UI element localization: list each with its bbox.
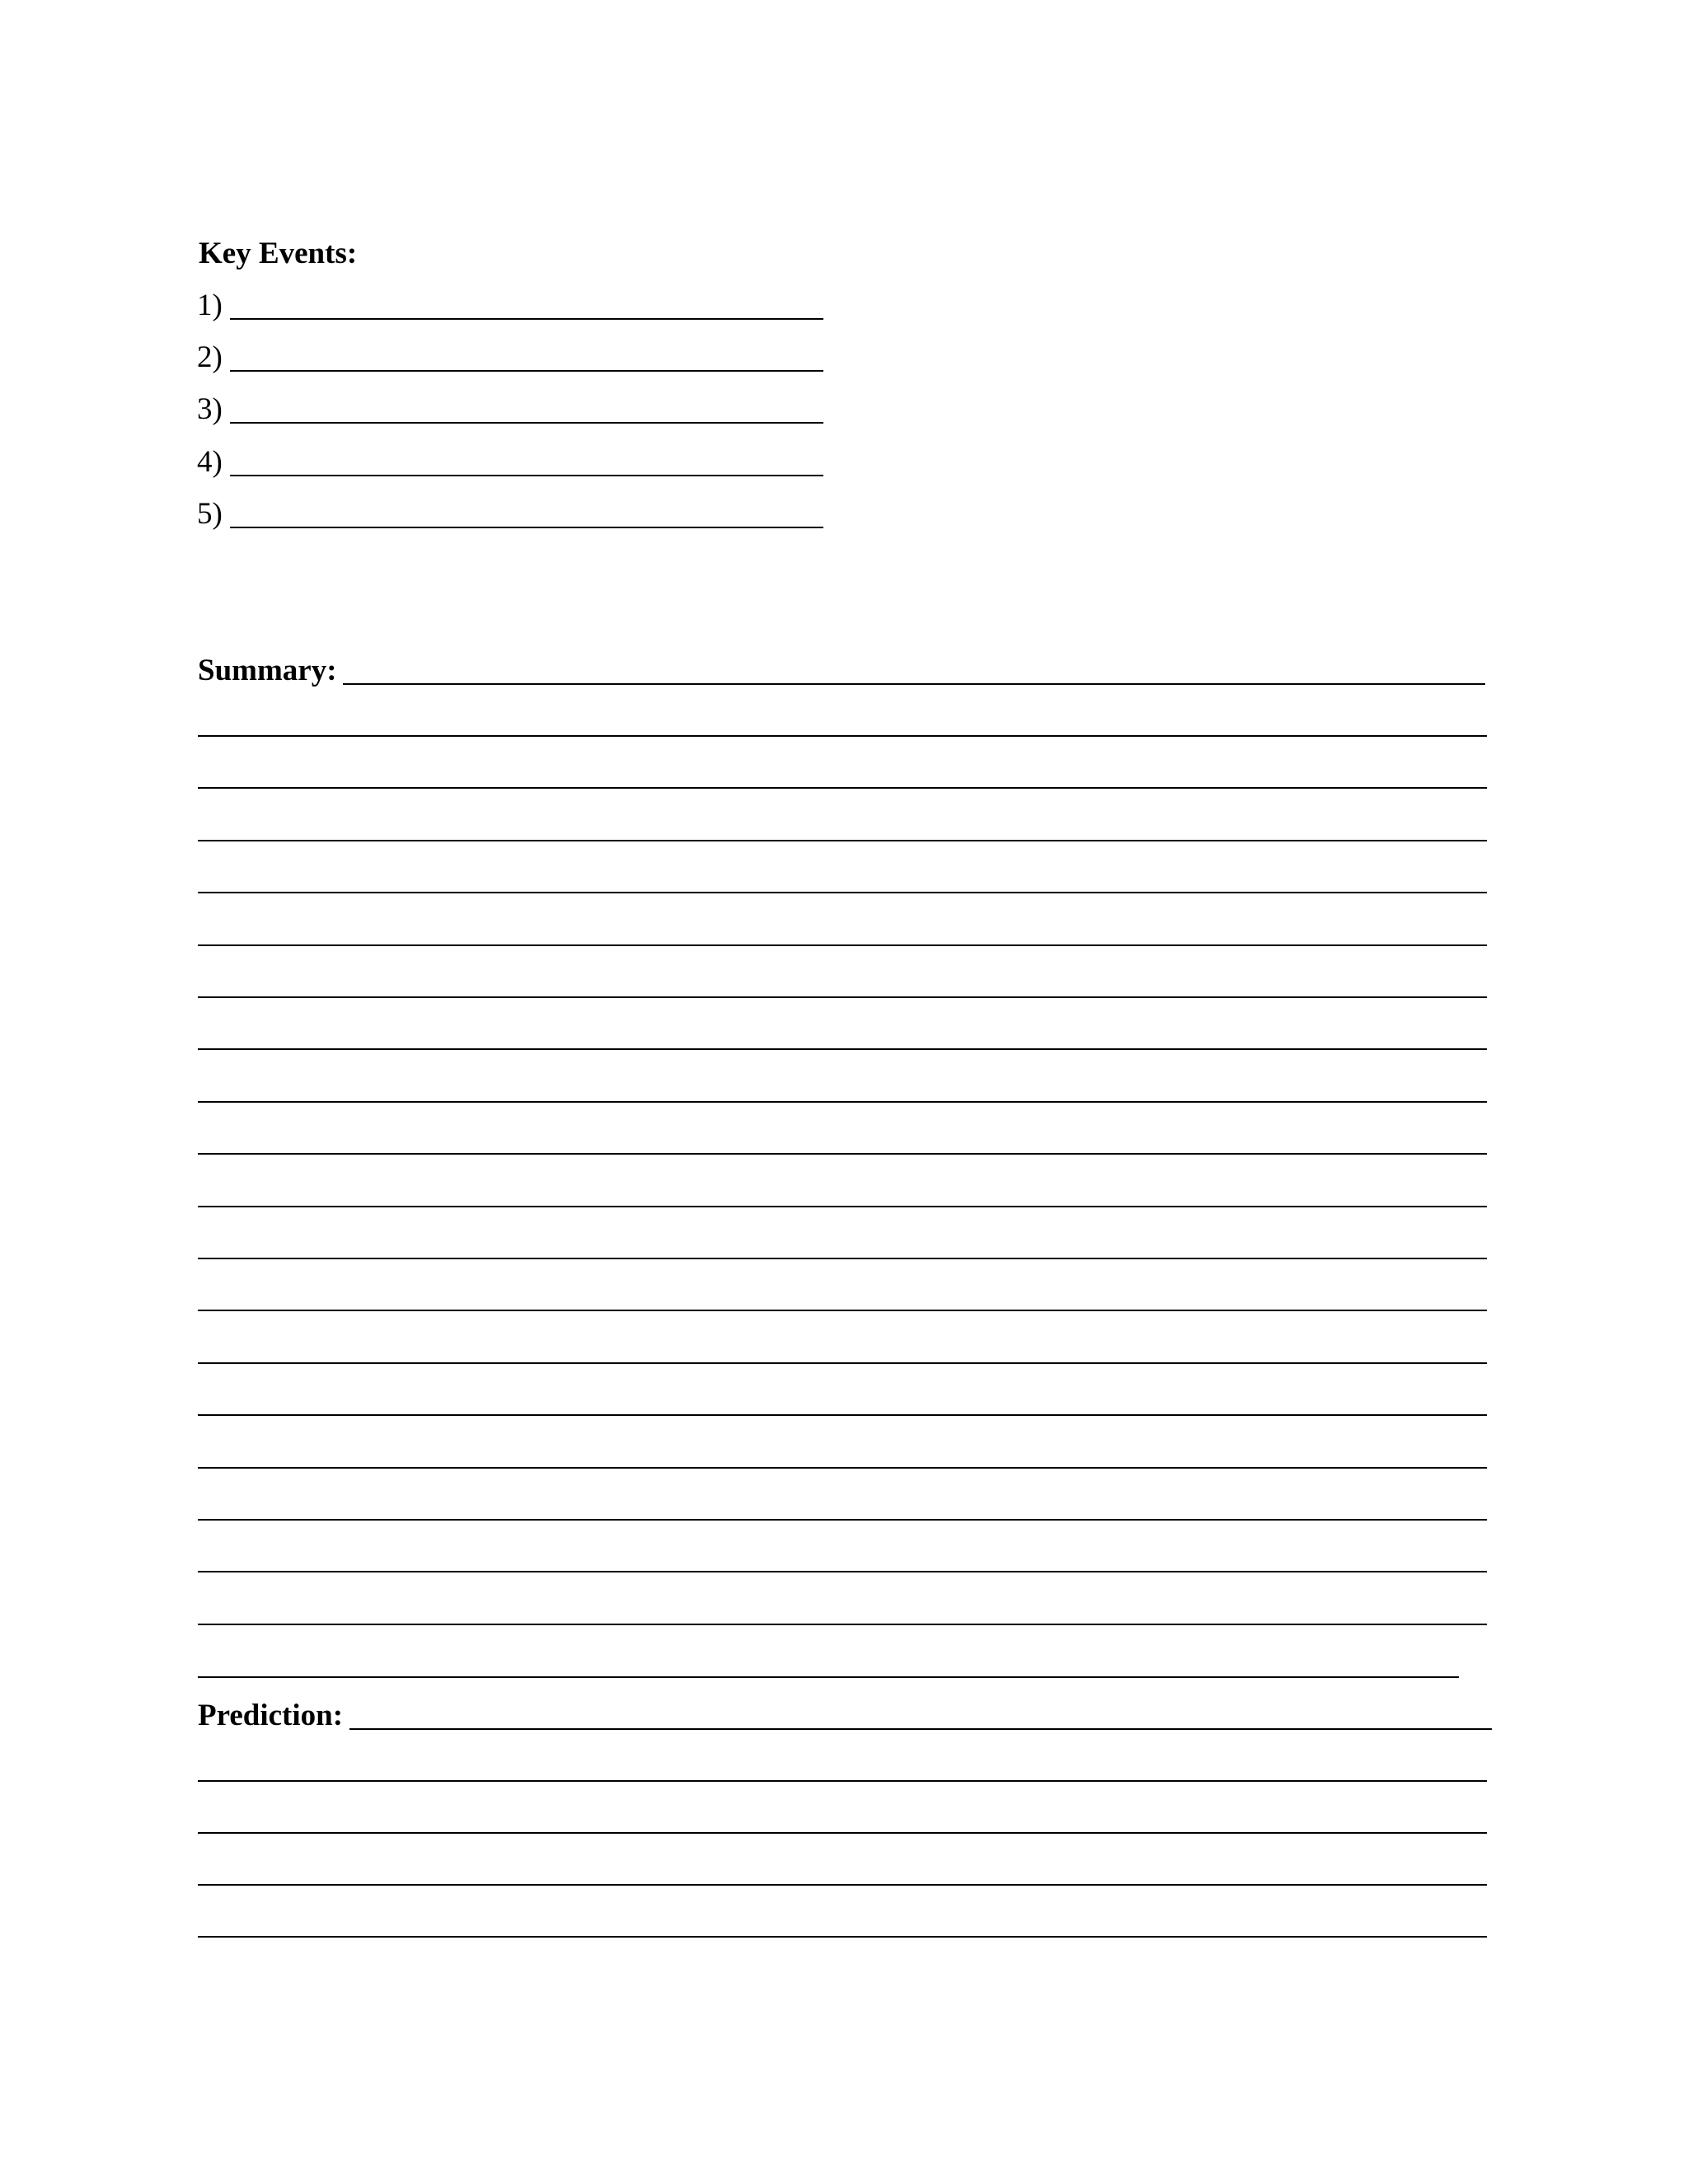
summary-line[interactable] — [198, 1310, 1487, 1311]
key-event-number: 1) — [197, 288, 223, 322]
summary-line[interactable] — [198, 892, 1487, 893]
summary-line[interactable] — [198, 1153, 1487, 1155]
summary-line[interactable] — [198, 1519, 1487, 1521]
key-event-line[interactable] — [230, 318, 823, 320]
summary-first-line[interactable] — [343, 683, 1485, 685]
key-event-line[interactable] — [230, 422, 823, 424]
prediction-line[interactable] — [198, 1936, 1487, 1938]
summary-line[interactable] — [198, 1624, 1487, 1625]
summary-line[interactable] — [198, 1362, 1487, 1364]
summary-line[interactable] — [198, 1467, 1487, 1469]
key-event-number: 2) — [197, 340, 223, 374]
summary-line[interactable] — [198, 1258, 1487, 1259]
summary-line[interactable] — [198, 735, 1487, 737]
summary-line[interactable] — [198, 1571, 1487, 1572]
prediction-heading: Prediction: — [198, 1699, 344, 1732]
prediction-line[interactable] — [198, 1832, 1487, 1834]
prediction-line[interactable] — [198, 1884, 1487, 1886]
summary-line[interactable] — [198, 840, 1487, 841]
key-event-number: 3) — [197, 392, 223, 426]
prediction-first-line[interactable] — [349, 1728, 1492, 1730]
summary-heading: Summary: — [198, 654, 337, 687]
key-event-line[interactable] — [230, 475, 823, 476]
summary-last-line[interactable] — [198, 1676, 1459, 1678]
summary-line[interactable] — [198, 787, 1487, 789]
summary-line[interactable] — [198, 996, 1487, 998]
key-events-heading: Key Events: — [199, 237, 358, 270]
summary-line[interactable] — [198, 1206, 1487, 1207]
key-event-line[interactable] — [230, 370, 823, 372]
key-event-number: 4) — [197, 445, 223, 479]
key-event-line[interactable] — [230, 527, 823, 528]
key-event-number: 5) — [197, 497, 223, 531]
summary-line[interactable] — [198, 944, 1487, 946]
summary-line[interactable] — [198, 1101, 1487, 1103]
prediction-line[interactable] — [198, 1780, 1487, 1782]
summary-line[interactable] — [198, 1414, 1487, 1416]
summary-line[interactable] — [198, 1048, 1487, 1050]
